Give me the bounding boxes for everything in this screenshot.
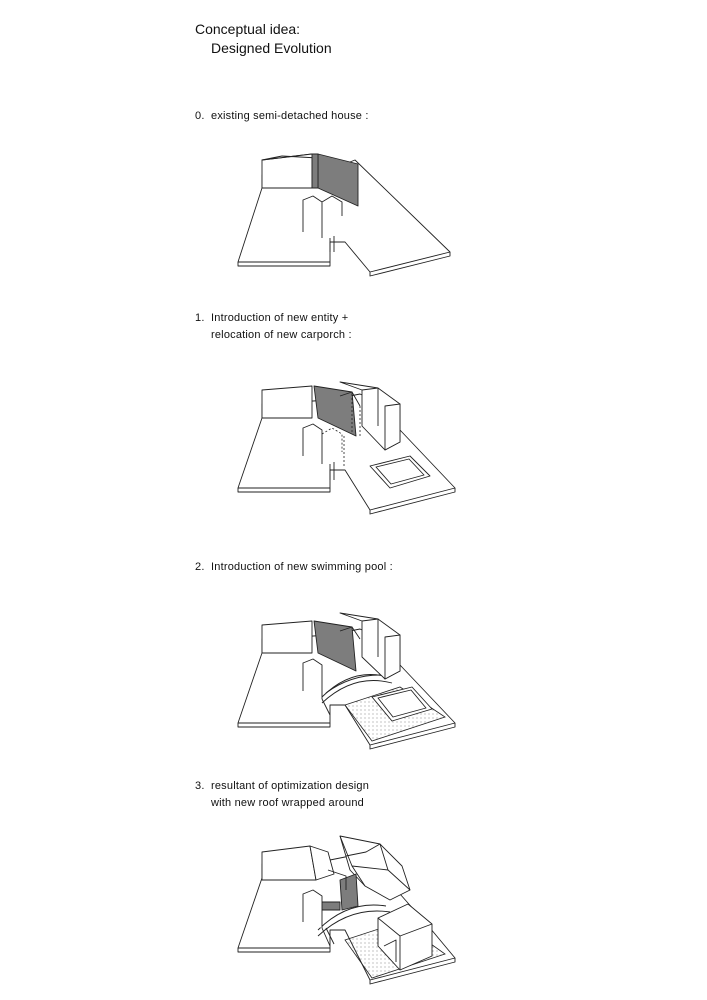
existing-house-grey	[340, 874, 358, 910]
porch-frame	[303, 196, 322, 238]
existing-house-left	[262, 386, 312, 418]
existing-house-left	[262, 846, 316, 880]
step-text: existing semi-detached house :	[211, 110, 369, 122]
step-text: Introduction of new swimming pool :	[211, 561, 393, 573]
diagram-step-0	[0, 140, 707, 290]
step-number: 2.	[195, 561, 205, 573]
step-number: 1.	[195, 312, 205, 324]
page-title	[195, 20, 332, 58]
step-number: 3.	[195, 780, 205, 792]
existing-house-left	[262, 621, 312, 653]
step-2-caption	[195, 559, 393, 576]
diagram-step-3	[0, 830, 707, 995]
step-text-2: with new roof wrapped around	[211, 797, 364, 809]
diagram-step-1	[0, 370, 707, 525]
step-text-2: relocation of new carporch :	[211, 329, 352, 341]
step-1-caption	[195, 310, 352, 344]
step-text: resultant of optimization design	[211, 780, 370, 792]
diagram-step-2	[0, 605, 707, 755]
title-line-2: Designed Evolution	[211, 40, 332, 56]
step-number: 0.	[195, 110, 205, 122]
step-3-caption	[195, 778, 369, 812]
title-line-1: Conceptual idea:	[195, 21, 301, 37]
step-text: Introduction of new entity +	[211, 312, 349, 324]
porch-frame	[303, 890, 322, 928]
step-0-caption	[195, 108, 369, 125]
